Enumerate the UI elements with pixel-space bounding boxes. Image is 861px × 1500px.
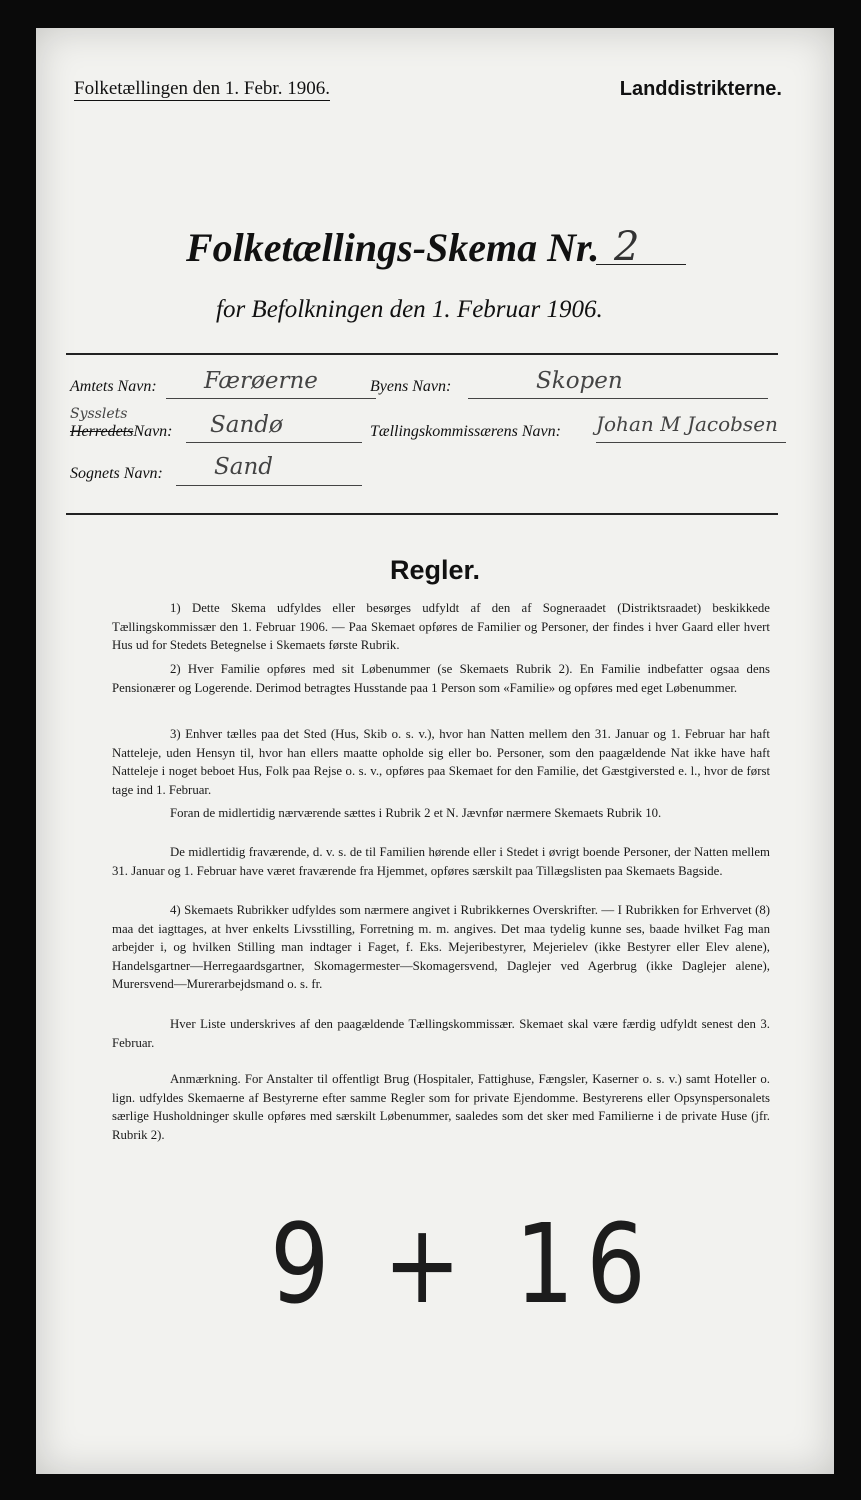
sogn-value: Sand	[214, 454, 274, 480]
rule-3-note-present: Foran de midlertidig nærværende sættes i Rubrik 2 et N. Jævnfør nærmere Skemaets Rubrik 10.	[170, 806, 662, 820]
sogn-label: Sognets Navn:	[70, 465, 163, 482]
herred-label: Navn:	[133, 423, 173, 440]
form-number-line	[596, 264, 686, 265]
divider-bottom	[66, 513, 778, 515]
rules-title: Regler.	[389, 555, 481, 585]
divider-top	[66, 353, 778, 355]
amt-value: Færøerne	[204, 368, 318, 394]
byens-label: Byens Navn:	[370, 378, 452, 395]
amt-label: Amtets Navn:	[70, 378, 157, 395]
rule-annotation: Anmærkning. For Anstalter til offentligt Brug (Hospitaler, Fattighuse, Fængsler, Kaserner o. s. v.) samt Hoteller o. lign. udfyldes Skemaerne af Bestyrerne efter samme Regler som for private Ejendomme. Bestyrerens eller Opsynspersonalets særlige Husholdninger skulle opføres med særskilt Løbenummer, saaledes som det sker med Familierne i de private Huse (jfr. Rubrik 2).	[112, 1072, 770, 1142]
amt-line	[166, 398, 376, 399]
sogn-line	[176, 485, 362, 486]
census-form-page	[36, 28, 834, 1474]
rule-3: 3) Enhver tælles paa det Sted (Hus, Skib o. s. v.), hvor han Natten mellem den 31. Januar og 1. Februar har haft Natteleje, uden Hensyn til, hvor han ellers maatte opholde sig eller bo. Personer, som den paagældende Nat ikke have haft Natteleje i noget beboet Hus, Folk paa Rejse o. s. v., opføres paa Skemaet for den Familie, det Gæstgiversted e. l., hvor de først tage ind 1. Februar.	[112, 727, 770, 797]
form-number: 2	[614, 224, 640, 270]
census-header	[74, 78, 330, 100]
kommissaer-line	[596, 442, 786, 443]
herred-correction: Sysslets	[70, 406, 128, 422]
herred-label-wrap	[70, 423, 173, 441]
byens-value: Skopen	[536, 368, 623, 394]
handwritten-count: 9 + 16	[270, 1200, 658, 1328]
form-subtitle: for Befolkningen den 1. Februar 1906.	[216, 296, 603, 323]
rule-1: 1) Dette Skema udfyldes eller besørges udfyldt af den af Sogneraadet (Distriktsraadet) beskikkede Tællingskommissær den 1. Februar 1906. — Paa Skemaet opføres de Familier og Personer, der findes i hver Gaard eller hvert Hus ud for Stedets Betegnelse i Skemaets første Rubrik.	[112, 601, 770, 653]
rule-3-note-absent: De midlertidig fraværende, d. v. s. de til Familien hørende eller i Stedet i øvrigt boende Personer, der Natten mellem 31. Januar og 1. Februar have været fraværende fra Hjemmet, opføres særskilt paa Tillægslisten paa Skemaets Bagside.	[112, 845, 770, 878]
byens-line	[468, 398, 768, 399]
kommissaer-value: Johan M Jacobsen	[596, 412, 778, 436]
rule-2: 2) Hver Familie opføres med sit Løbenummer (se Skemaets Rubrik 2). En Familie indbefatter ogsaa dens Pensionærer og Logerende. Derimod betragtes Husstande paa 1 Person som «Familie» og opføres med eget Løbenummer.	[112, 662, 770, 695]
herred-line	[186, 442, 362, 443]
district-header: Landdistrikterne.	[619, 78, 782, 100]
herred-value: Sandø	[210, 412, 283, 438]
herred-struck: Herredets	[70, 423, 134, 440]
form-title: Folketællings-Skema Nr.	[186, 225, 600, 270]
census-header-text: Folketællingen den 1. Febr. 1906.	[74, 78, 330, 99]
rule-signature: Hver Liste underskrives af den paagældende Tællingskommissær. Skemaet skal være færdig udfyldt senest den 3. Februar.	[112, 1017, 770, 1050]
rule-4: 4) Skemaets Rubrikker udfyldes som nærmere angivet i Rubrikkernes Overskrifter. — I Rubrikken for Erhvervet (8) maa det iagttages, at hver enkelts Livsstilling, Forretning m. m. angives. Det maa tydelig kunne ses, baade hvilket Fag man arbejder i, og hvilken Stilling man indtager i Faget, f. Eks. Mejeribestyrer, Mejerielev (ikke Bestyrer eller Elev alene), Handelsgartner—Herregaardsgartner, Skomagermester—Skomagersvend, Daglejer ved Agerbrug (ikke Daglejer alene), Murersvend—Murerarbejdsmand o. s. fr.	[112, 903, 770, 992]
kommissaer-label: Tællingskommissærens Navn:	[370, 423, 561, 440]
